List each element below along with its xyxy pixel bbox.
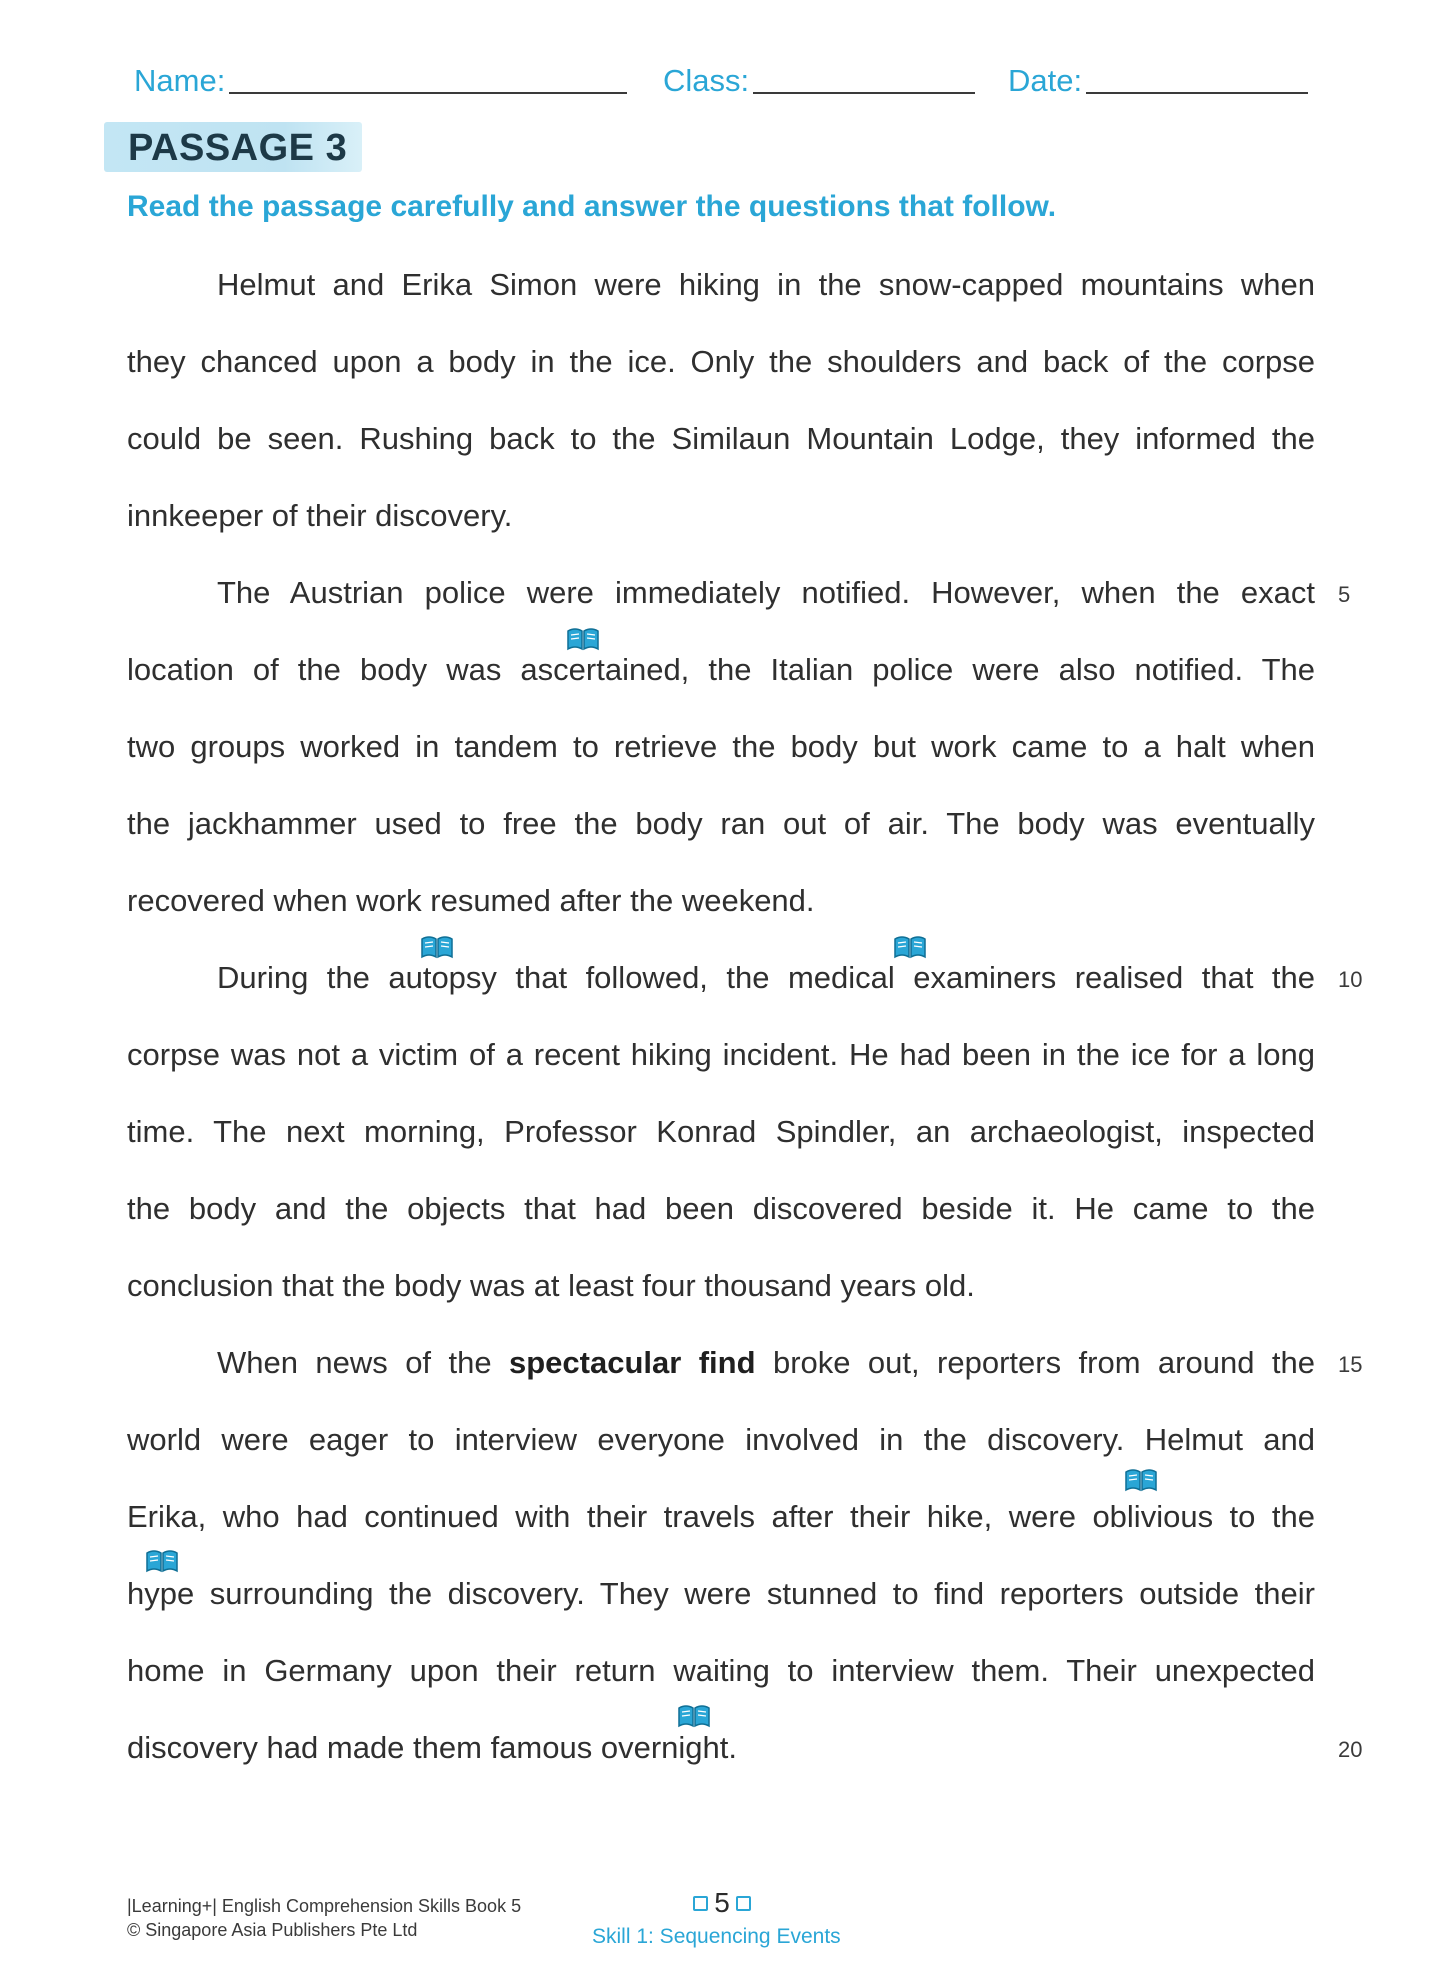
- name-blank[interactable]: [229, 91, 627, 94]
- passage-line: time. The next morning, Professor Konrad Spindler, an archaeologist, inspected: [127, 1114, 1315, 1149]
- passage-line: discovery had made them famous overnight.: [127, 1730, 737, 1765]
- passage-line: the jackhammer used to free the body ran out of air. The body was eventually: [127, 806, 1315, 841]
- passage-line: two groups worked in tandem to retrieve the body but work came to a halt when: [127, 729, 1315, 764]
- passage-line: During the autopsy that followed, the medical examiners realised that the: [217, 960, 1315, 995]
- line-rest: broke out, reporters from around the: [772, 1345, 1315, 1380]
- passage-line: Erika, who had continued with their travels after their hike, were oblivious to the: [127, 1499, 1315, 1534]
- skill-label: Skill 1: Sequencing Events: [592, 1925, 841, 1948]
- passage-line: conclusion that the body was at least four thousand years old.: [127, 1268, 975, 1303]
- dictionary-icon[interactable]: [1124, 1467, 1158, 1493]
- passage-line: the body and the objects that had been discovered beside it. He came to the: [127, 1191, 1315, 1226]
- page-number-block: [684, 1888, 760, 1918]
- book-title: |Learning+| English Comprehension Skills Book 5: [127, 1896, 522, 1916]
- paragraph-1: [127, 246, 1315, 554]
- footer-credits: [127, 1894, 521, 1942]
- dictionary-icon[interactable]: [677, 1703, 711, 1729]
- passage-line: world were eager to interview everyone involved in the discovery. Helmut and: [127, 1422, 1315, 1457]
- line-number: 15: [1338, 1352, 1363, 1377]
- name-field[interactable]: [134, 60, 627, 100]
- line-number: 10: [1338, 967, 1363, 992]
- line-number: 20: [1338, 1737, 1363, 1762]
- dictionary-icon[interactable]: [420, 934, 454, 960]
- paragraph-2: [127, 554, 1315, 939]
- passage-line: home in Germany upon their return waiting to interview them. Their unexpected: [127, 1653, 1315, 1688]
- line-number: 5: [1338, 582, 1351, 607]
- passage-line: Helmut and Erika Simon were hiking in the snow-capped mountains when: [217, 267, 1315, 302]
- passage-line: location of the body was ascertained, the Italian police were also notified. The: [127, 652, 1315, 687]
- passage-title: PASSAGE 3: [128, 127, 348, 169]
- square-icon: [736, 1896, 751, 1911]
- copyright: © Singapore Asia Publishers Pte Ltd: [127, 1920, 418, 1940]
- name-label: Name:: [134, 63, 226, 98]
- date-label: Date:: [1008, 63, 1083, 98]
- class-blank[interactable]: [753, 91, 975, 94]
- passage-line: hype surrounding the discovery. They were stunned to find reporters outside their: [127, 1576, 1315, 1611]
- dictionary-icon[interactable]: [566, 626, 600, 652]
- lead-text: When news of the: [217, 1345, 509, 1380]
- page-number: 5: [714, 1887, 730, 1918]
- date-blank[interactable]: [1086, 91, 1308, 94]
- passage-line: [127, 1324, 1315, 1401]
- class-field[interactable]: [663, 60, 975, 100]
- paragraph-4: [127, 1324, 1315, 1786]
- instruction-text: Read the passage carefully and answer the questions that follow.: [127, 190, 1057, 223]
- dictionary-icon[interactable]: [145, 1548, 179, 1574]
- passage-line: The Austrian police were immediately notified. However, when the exact: [217, 575, 1315, 610]
- bold-phrase: spectacular find: [508, 1345, 756, 1380]
- dictionary-icon[interactable]: [893, 934, 927, 960]
- passage-line: recovered when work resumed after the weekend.: [127, 883, 815, 918]
- paragraph-3: [127, 939, 1315, 1324]
- passage-line: they chanced upon a body in the ice. Only the shoulders and back of the corpse: [127, 344, 1315, 379]
- square-icon: [693, 1896, 708, 1911]
- class-label: Class:: [663, 63, 750, 98]
- passage-line: could be seen. Rushing back to the Similaun Mountain Lodge, they informed the: [127, 421, 1315, 456]
- date-field[interactable]: [1008, 60, 1308, 100]
- passage-heading: [104, 122, 362, 172]
- passage-line: corpse was not a victim of a recent hiking incident. He had been in the ice for a long: [127, 1037, 1315, 1072]
- passage-line: innkeeper of their discovery.: [127, 498, 513, 533]
